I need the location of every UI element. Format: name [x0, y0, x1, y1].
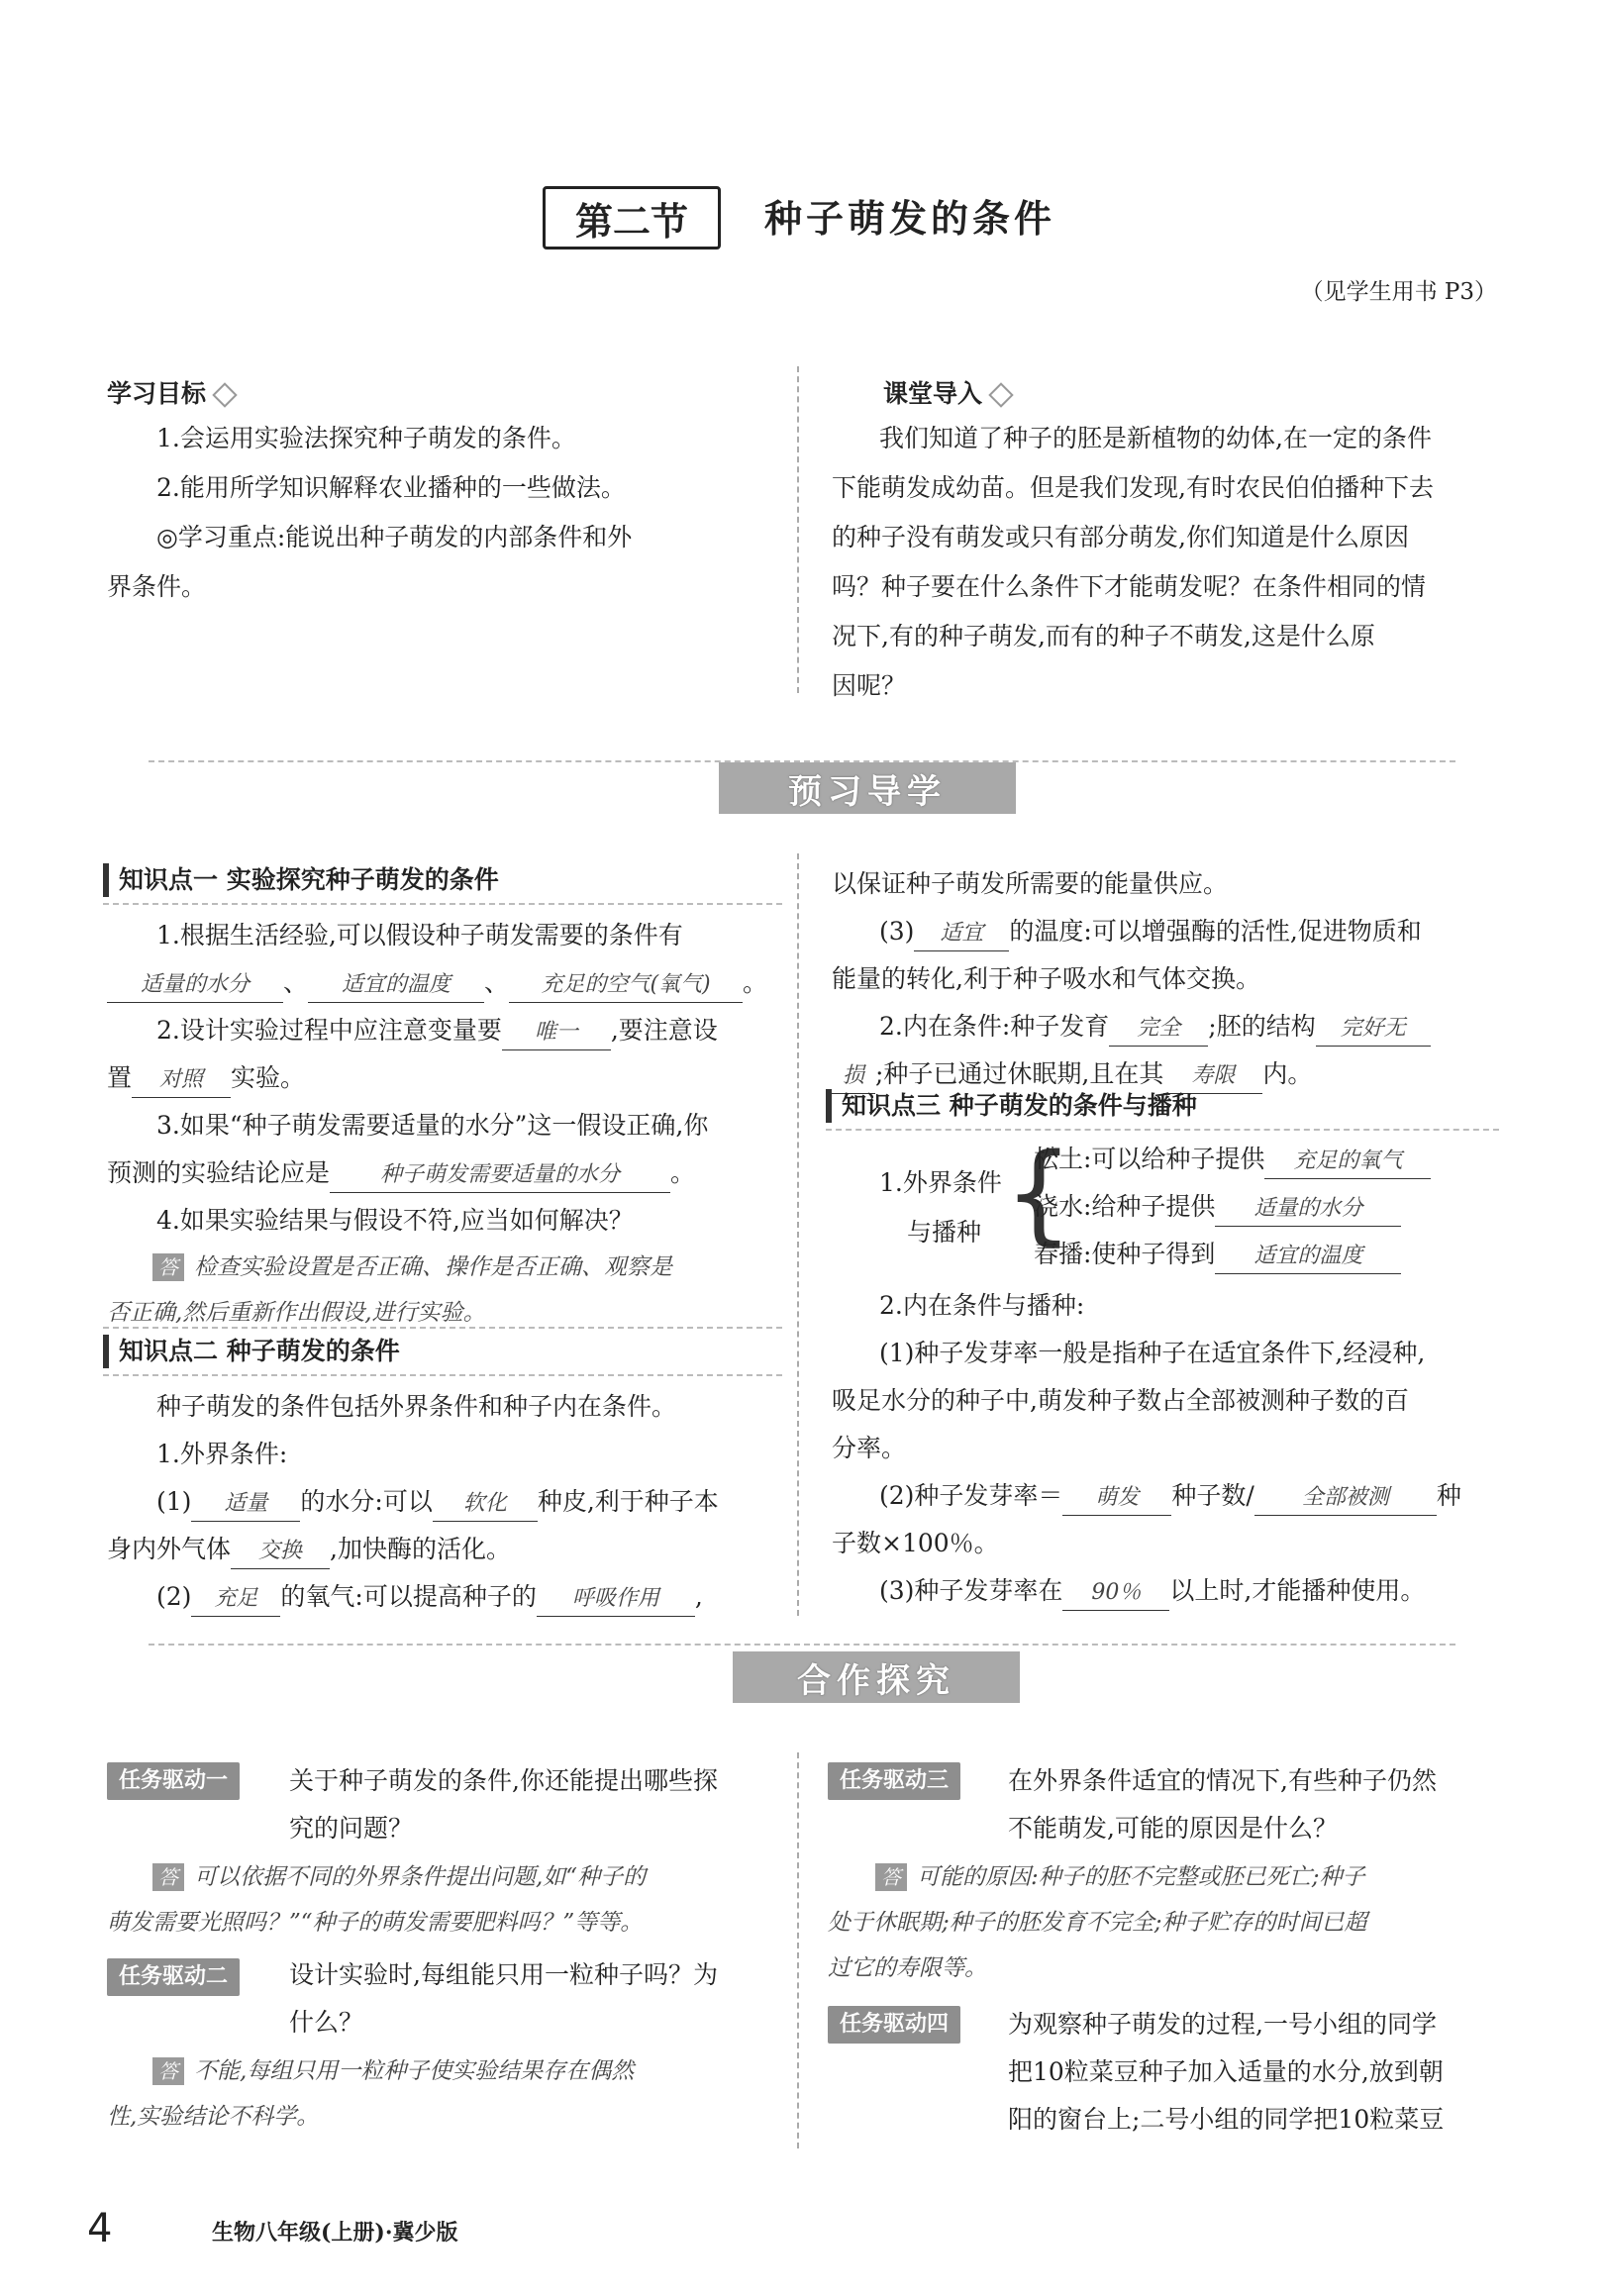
answer-tag: 答	[152, 1253, 184, 1281]
blank-answer: 充足的空气(氧气)	[509, 968, 743, 1003]
kp-rule	[826, 1129, 1499, 1131]
focus-line-1: ◎学习重点:能说出种子萌发的内部条件和外	[156, 523, 633, 551]
section-number: 第二节	[543, 186, 721, 250]
page-title: 种子萌发的条件	[764, 196, 1056, 241]
kp3-row-loosen: 松土:可以给种子提供 充足的氧气	[1034, 1135, 1431, 1184]
blank-answer: 适宜	[914, 917, 1009, 951]
intro-line: 况下,有的种子萌发,而有的种子不萌发,这是什么原	[832, 622, 1375, 650]
blank-answer: 完好无	[1316, 1012, 1431, 1047]
blank-answer: 适量的水分	[1215, 1192, 1401, 1227]
blank-answer: 全部被测	[1254, 1481, 1437, 1516]
kp2-internal-line2: 损 ;种子已通过休眠期,且在其 寿限 内。	[832, 1049, 1312, 1099]
task-tag-2: 任务驱动二	[107, 1958, 240, 1996]
task1-line2: 究的问题？	[289, 1814, 414, 1843]
answer-tag: 答	[152, 2057, 184, 2085]
page-number: 4	[87, 2206, 113, 2251]
blank-answer: 适宜的温度	[308, 968, 484, 1003]
blank-answer: 适宜的温度	[1215, 1240, 1401, 1274]
blank-answer: 种子萌发需要适量的水分	[330, 1158, 670, 1193]
blank-answer: 90％	[1062, 1576, 1169, 1611]
task3-answer-1: 答 可能的原因:种子的胚不完整或胚已死亡;种子	[875, 1853, 1365, 1901]
kp-rule	[103, 1374, 782, 1376]
kp2-oxygen-cont: 以保证种子萌发所需要的能量供应。	[832, 869, 1229, 898]
kp-rule	[103, 903, 782, 905]
blank-answer: 软化	[433, 1487, 538, 1522]
arrow-diamond-icon	[212, 382, 237, 407]
kp2-temperature-line2: 能量的转化,利于种子吸水和气体交换。	[832, 964, 1260, 993]
book-title: 生物八年级(上册)·冀少版	[212, 2220, 458, 2246]
kp2-line1: 种子萌发的条件包括外界条件和种子内在条件。	[156, 1392, 677, 1421]
kp2-temperature: (3) 适宜 的温度:可以增强酶的活性,促进物质和	[879, 907, 1422, 956]
task3-answer-3: 过它的寿限等。	[828, 1955, 987, 1981]
kp3-heading: 知识点三 种子萌发的条件与播种	[826, 1089, 1197, 1123]
banner-coop: 合作探究	[733, 1651, 1020, 1703]
blank-answer: 唯一	[502, 1016, 611, 1050]
kp1-heading: 知识点一 实验探究种子萌发的条件	[103, 863, 499, 897]
blank-answer: 适量	[191, 1487, 300, 1522]
blank-answer: 适量的水分	[107, 968, 283, 1003]
kp2-oxygen: (2) 充足 的氧气:可以提高种子的 呼吸作用 ,	[156, 1572, 703, 1622]
kp3-l4: 吸足水分的种子中,萌发种子数占全部被测种子数的百	[832, 1386, 1409, 1415]
kp1-q4: 4.如果实验结果与假设不符,应当如何解决？	[156, 1206, 634, 1235]
kp1-q2: 2.设计实验过程中应注意变量要 唯一 ,要注意设	[156, 1006, 718, 1055]
kp-rule	[103, 1327, 782, 1329]
kp3-row-water: 浇水:给种子提供 适量的水分	[1034, 1182, 1401, 1232]
task3-line2: 不能萌发,可能的原因是什么？	[1008, 1814, 1338, 1843]
blank-answer: 交换	[231, 1535, 330, 1569]
intro-heading: 课堂导入	[883, 374, 1010, 410]
task4-line3: 阳的窗台上;二号小组的同学把10粒菜豆	[1008, 2105, 1445, 2134]
blank-answer: 充足的氧气	[1264, 1145, 1431, 1179]
task1-answer-1: 答 可以依据不同的外界条件提出问题,如“种子的	[152, 1853, 646, 1901]
arrow-diamond-icon	[988, 382, 1013, 407]
intro-line: 吗？种子要在什么条件下才能萌发呢？在条件相同的情	[832, 572, 1427, 601]
task2-line2: 什么？	[289, 2008, 364, 2037]
intro-line: 的种子没有萌发或只有部分萌发,你们知道是什么原因	[832, 523, 1409, 551]
column-divider	[797, 853, 799, 1616]
task2-answer-2: 性,实验结论不科学。	[107, 2104, 320, 2130]
goals-heading: 学习目标	[107, 374, 234, 410]
column-divider	[797, 1752, 799, 2148]
kp3-row-spring: 春播:使种子得到 适宜的温度	[1034, 1230, 1401, 1279]
kp3-formula: (2)种子发芽率＝ 萌发 种子数/ 全部被测 种	[879, 1471, 1461, 1521]
task4-line2: 把10粒菜豆种子加入适量的水分,放到朝	[1008, 2057, 1444, 2086]
column-divider	[797, 366, 799, 693]
blank-answer: 寿限	[1163, 1059, 1262, 1094]
task4-line1: 为观察种子萌发的过程,一号小组的同学	[1008, 2010, 1437, 2039]
kp1-q3-line2: 预测的实验结论应是 种子萌发需要适量的水分 。	[107, 1148, 695, 1198]
kp3-percent: (3)种子发芽率在 90％ 以上时,才能播种使用。	[879, 1566, 1425, 1616]
intro-line: 下能萌发成幼苗。但是我们发现,有时农民伯伯播种下去	[832, 473, 1434, 502]
answer-tag: 答	[875, 1863, 907, 1891]
kp3-l3: (1)种子发芽率一般是指种子在适宜条件下,经浸种,	[879, 1339, 1426, 1367]
intro-line: 因呢？	[832, 671, 907, 700]
kp2-water-line2: 身内外气体 交换 ,加快酶的活化。	[107, 1525, 511, 1574]
brace-icon: {	[1004, 1130, 1073, 1256]
answer-tag: 答	[152, 1863, 184, 1891]
task1-answer-2: 萌发需要光照吗？”“种子的萌发需要肥料吗？”等等。	[107, 1910, 644, 1936]
kp3-label-1: 1.外界条件	[879, 1168, 1002, 1197]
kp3-l5: 分率。	[832, 1434, 907, 1462]
task3-line1: 在外界条件适宜的情况下,有些种子仍然	[1008, 1766, 1437, 1795]
kp1-q1-line1: 1.根据生活经验,可以假设种子萌发需要的条件有	[156, 921, 683, 949]
banner-rule	[149, 1644, 1455, 1646]
intro-line: 我们知道了种子的胚是新植物的幼体,在一定的条件	[879, 424, 1432, 452]
task2-line1: 设计实验时,每组能只用一粒种子吗？为	[289, 1960, 718, 1989]
kp3-label-2: 与播种	[907, 1218, 982, 1247]
task-tag-1: 任务驱动一	[107, 1762, 240, 1800]
kp1-q1-blanks: 适量的水分 、 适宜的温度 、 充足的空气(氧气) 。	[107, 958, 767, 1008]
blank-answer: 对照	[132, 1063, 231, 1098]
goal-item-2: 2.能用所学知识解释农业播种的一些做法。	[156, 473, 626, 502]
kp1-q2-line2: 置 对照 实验。	[107, 1053, 305, 1103]
task-tag-4: 任务驱动四	[828, 2006, 960, 2044]
task2-answer-1: 答 不能,每组只用一粒种子使实验结果存在偶然	[152, 2047, 634, 2095]
banner-preview: 预习导学	[719, 762, 1016, 814]
kp3-l2: 2.内在条件与播种:	[879, 1291, 1085, 1320]
kp1-answer-line2: 否正确,然后重新作出假设,进行实验。	[107, 1300, 486, 1326]
kp2-line2: 1.外界条件:	[156, 1440, 288, 1468]
task-tag-3: 任务驱动三	[828, 1762, 960, 1800]
kp2-heading: 知识点二 种子萌发的条件	[103, 1335, 400, 1368]
blank-answer: 萌发	[1062, 1481, 1171, 1516]
blank-answer: 完全	[1109, 1012, 1208, 1047]
kp1-q3-line1: 3.如果“种子萌发需要适量的水分”这一假设正确,你	[156, 1111, 709, 1140]
task3-answer-2: 处于休眠期;种子的胚发育不完全;种子贮存的时间已超	[828, 1910, 1367, 1936]
kp3-formula-line2: 子数×100％。	[832, 1529, 999, 1557]
blank-answer: 呼吸作用	[537, 1582, 695, 1617]
kp2-internal: 2.内在条件:种子发育 完全 ;胚的结构 完好无	[879, 1002, 1431, 1051]
goal-item-1: 1.会运用实验法探究种子萌发的条件。	[156, 424, 576, 452]
blank-answer: 损	[832, 1059, 875, 1094]
reference-note: （见学生用书 P3）	[1300, 279, 1497, 305]
kp1-answer-line1: 答 检查实验设置是否正确、操作是否正确、观察是	[152, 1244, 672, 1291]
focus-line-2: 界条件。	[107, 572, 207, 601]
blank-answer: 充足	[191, 1582, 280, 1617]
task1-line1: 关于种子萌发的条件,你还能提出哪些探	[289, 1766, 718, 1795]
kp2-water: (1) 适量 的水分:可以 软化 种皮,利于种子本	[156, 1477, 719, 1527]
